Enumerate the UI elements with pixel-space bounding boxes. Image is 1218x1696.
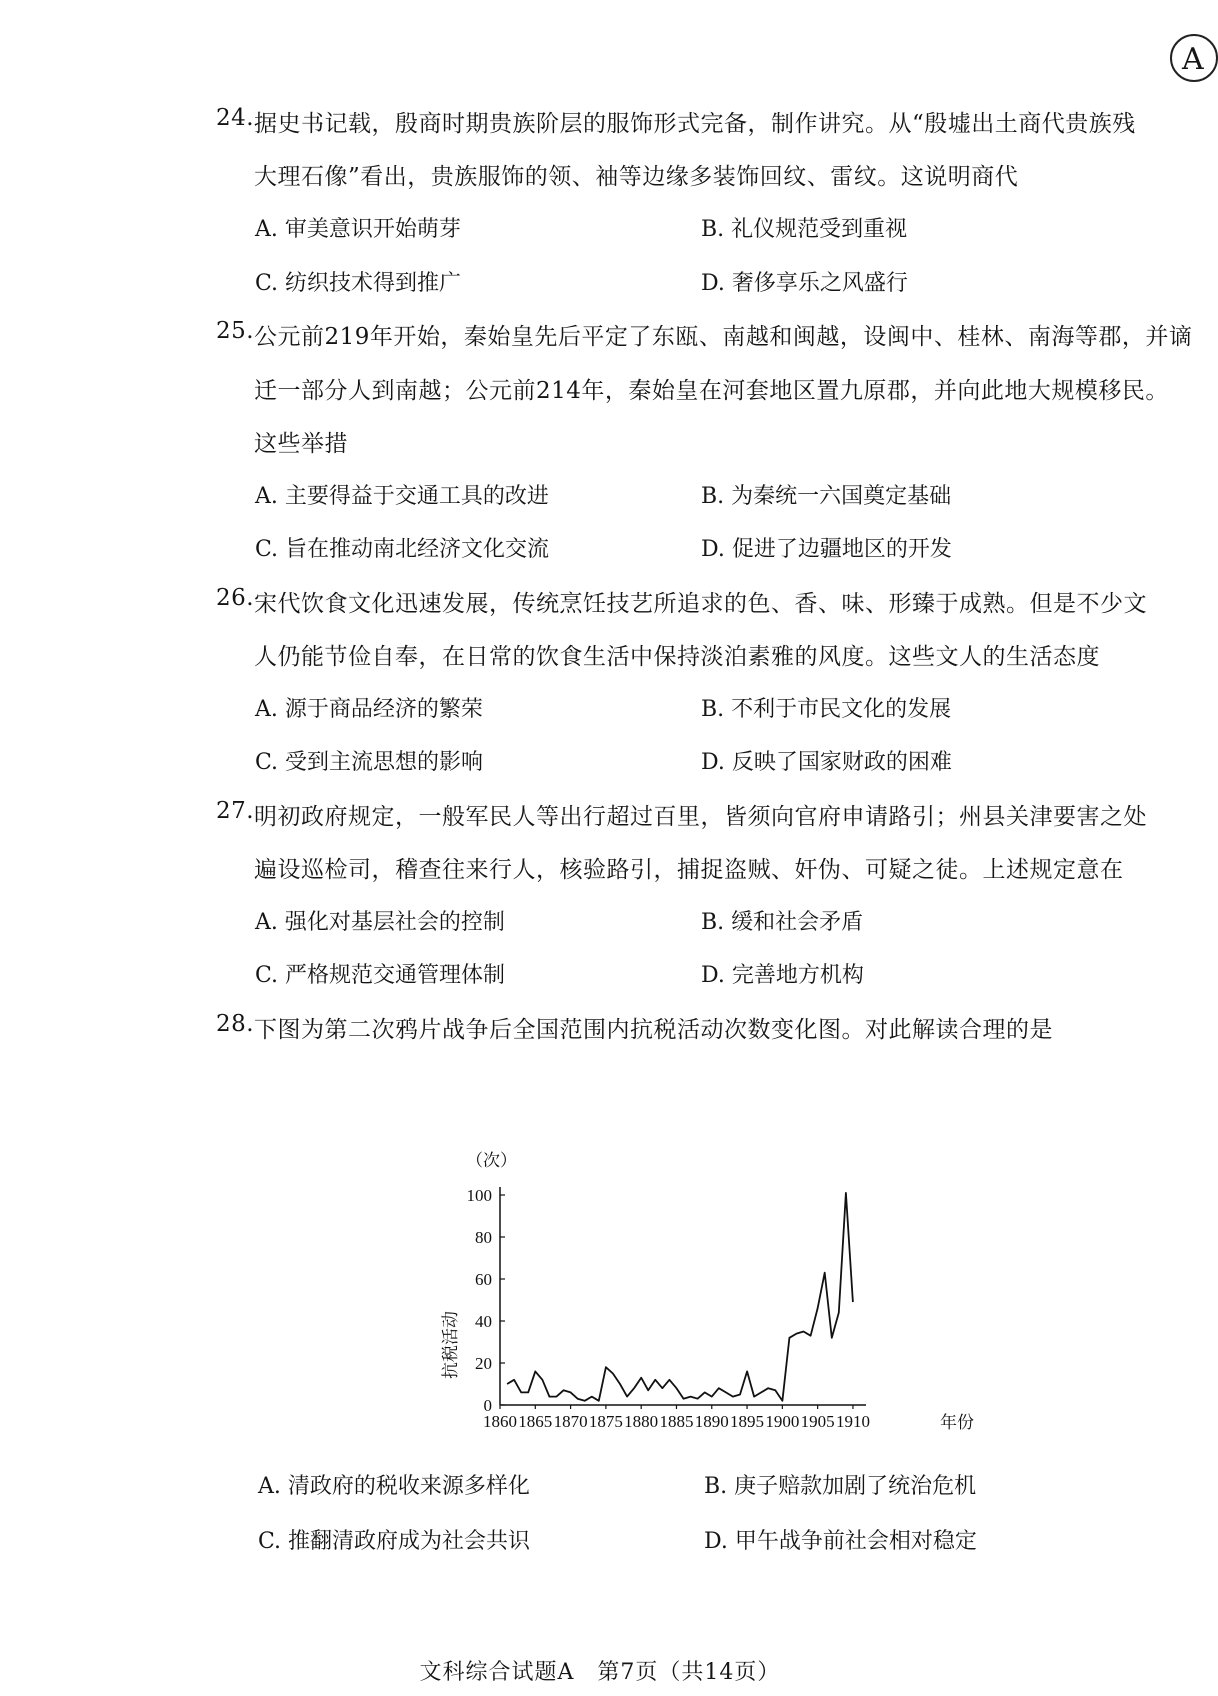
question-27-stem-line-2: 遍设巡检司，稽查往来行人，核验路引，捕捉盗贼、奸伪、可疑之徒。上述规定意在 <box>254 857 1124 883</box>
question-25-option-b: B. 为秦统一六国奠定基础 <box>701 484 952 509</box>
y-tick-label: 100 <box>466 1186 492 1205</box>
question-24-option-b: B. 礼仪规范受到重视 <box>701 217 908 242</box>
y-tick-label: 40 <box>475 1312 492 1331</box>
question-25-stem-line-2: 迁一部分人到南越；公元前214年，秦始皇在河套地区置九原郡，并向此地大规模移民。 <box>254 378 1169 404</box>
x-tick-label: 1895 <box>730 1412 765 1431</box>
question-28-option-d: D. 甲午战争前社会相对稳定 <box>704 1529 977 1554</box>
y-tick-label: 60 <box>475 1270 492 1289</box>
question-25-option-c: C. 旨在推动南北经济文化交流 <box>255 537 550 562</box>
y-tick-label: 0 <box>483 1396 492 1415</box>
question-24-option-c: C. 纺织技术得到推广 <box>255 271 462 296</box>
x-tick-label: 1865 <box>518 1412 553 1431</box>
question-28-stem-line-1: 下图为第二次鸦片战争后全国范围内抗税活动次数变化图。对此解读合理的是 <box>254 1017 1053 1043</box>
tax-resistance-chart-svg <box>420 1140 990 1440</box>
question-27-option-c: C. 严格规范交通管理体制 <box>255 963 506 988</box>
question-24-stem-line-2: 大理石像”看出，贵族服饰的领、袖等边缘多装饰回纹、雷纹。这说明商代 <box>254 164 1019 190</box>
tax-resistance-chart <box>420 1140 990 1440</box>
y-tick-label: 80 <box>475 1228 492 1247</box>
question-28-option-a: A. 清政府的税收来源多样化 <box>258 1474 530 1499</box>
question-28-option-c: C. 推翻清政府成为社会共识 <box>258 1529 531 1554</box>
question-27-number: 27. <box>216 798 255 824</box>
x-tick-label: 1860 <box>483 1412 517 1431</box>
question-26-option-b: B. 不利于市民文化的发展 <box>701 697 952 722</box>
question-26-number: 26. <box>216 585 255 611</box>
x-tick-label: 1905 <box>800 1412 835 1431</box>
y-tick-label: 20 <box>475 1354 492 1373</box>
paper-version-badge: A <box>1170 34 1218 82</box>
question-28-number: 28. <box>216 1011 255 1037</box>
question-26-stem-line-1: 宋代饮食文化迅速发展，传统烹饪技艺所追求的色、香、味、形臻于成熟。但是不少文 <box>254 591 1147 617</box>
page-footer: 文科综合试题A 第7页（共14页） <box>419 1660 781 1685</box>
chart-axes <box>500 1187 866 1405</box>
x-axis-unit: 年份 <box>940 1413 974 1432</box>
question-26-option-d: D. 反映了国家财政的困难 <box>701 750 952 775</box>
question-26-option-a: A. 源于商品经济的繁荣 <box>255 697 483 722</box>
y-axis-label: 抗税活动 <box>441 1311 460 1379</box>
x-tick-label: 1875 <box>588 1412 623 1431</box>
x-tick-label: 1910 <box>835 1412 870 1431</box>
chart-series <box>507 1193 853 1401</box>
question-25-stem-line-3: 这些举措 <box>254 431 348 457</box>
x-tick-label: 1890 <box>694 1412 729 1431</box>
question-25-stem-line-1: 公元前219年开始，秦始皇先后平定了东瓯、南越和闽越，设闽中、桂林、南海等郡，并谪 <box>254 324 1193 350</box>
question-24-option-d: D. 奢侈享乐之风盛行 <box>701 271 908 296</box>
x-tick-label: 1900 <box>765 1412 800 1431</box>
y-axis-unit: （次） <box>466 1151 517 1170</box>
y-ticks <box>467 1186 506 1415</box>
x-ticks <box>483 1405 870 1431</box>
question-27-stem-line-1: 明初政府规定，一般军民人等出行超过百里，皆须向官府申请路引；州县关津要害之处 <box>254 804 1147 830</box>
x-tick-label: 1880 <box>624 1412 659 1431</box>
x-tick-label: 1885 <box>659 1412 694 1431</box>
series-line-tax-resistance <box>507 1193 853 1401</box>
question-28-option-b: B. 庚子赔款加剧了统治危机 <box>704 1474 977 1499</box>
question-26-option-c: C. 受到主流思想的影响 <box>255 750 484 775</box>
question-26-stem-line-2: 人仍能节俭自奉，在日常的饮食生活中保持淡泊素雅的风度。这些文人的生活态度 <box>254 644 1100 670</box>
question-24-stem-line-1: 据史书记载，殷商时期贵族阶层的服饰形式完备，制作讲究。从“殷墟出土商代贵族残 <box>254 111 1136 137</box>
x-tick-label: 1870 <box>553 1412 588 1431</box>
question-24-number: 24. <box>216 105 255 131</box>
question-27-option-d: D. 完善地方机构 <box>701 963 864 988</box>
question-27-option-b: B. 缓和社会矛盾 <box>701 910 864 935</box>
question-25-option-a: A. 主要得益于交通工具的改进 <box>255 484 549 509</box>
question-25-option-d: D. 促进了边疆地区的开发 <box>701 537 952 562</box>
question-24-option-a: A. 审美意识开始萌芽 <box>255 217 461 242</box>
question-25-number: 25. <box>216 318 255 344</box>
question-27-option-a: A. 强化对基层社会的控制 <box>255 910 505 935</box>
